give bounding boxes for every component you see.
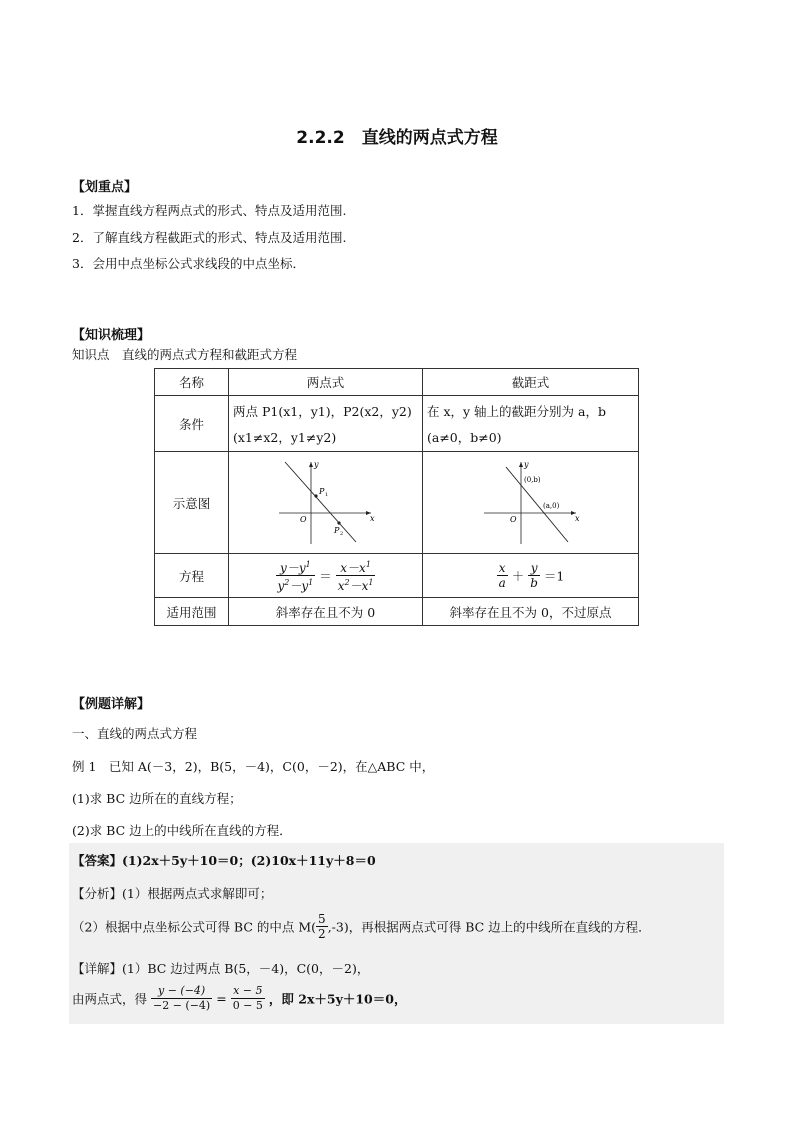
intercept-diagram — [476, 458, 586, 548]
analysis-line2-b: ,-3)，再根据两点式可得 BC 边上的中线所在直线的方程． — [327, 919, 651, 935]
two-point-diagram — [271, 458, 381, 548]
key-points-heading: 【划重点】 — [72, 180, 138, 195]
cond-intercept-line1: 在 x，y 轴上的截距分别为 a，b — [427, 403, 606, 419]
intercept-diagram-cell — [423, 452, 639, 554]
detail-frac1-d: −2 − (−4) — [153, 999, 211, 1012]
cond-two-point — [229, 396, 423, 452]
detail-frac2-d: 0 − 5 — [232, 999, 263, 1012]
examples-heading: 【例题详解】 — [72, 697, 151, 712]
detail-frac2-n: x − 5 — [231, 984, 265, 999]
origin-label: O — [509, 514, 517, 524]
table-header: 名称 — [155, 369, 229, 396]
row-label: 条件 — [155, 396, 229, 452]
detail-line2-b: ，即 2x＋5y＋10＝0， — [268, 991, 407, 1007]
row-label: 示意图 — [155, 452, 229, 554]
key-point-item: 1．掌握直线方程两点式的形式、特点及适用范围. — [72, 203, 347, 218]
two-point-diagram-cell — [229, 452, 423, 554]
eq-intercept: $\frac{x}{a}$ ＋ $\frac{y}{b}$ ＝1 — [423, 554, 639, 598]
question1: (1)求 BC 边所在的直线方程； — [72, 791, 242, 806]
analysis-line2-a: （2）根据中点坐标公式可得 BC 的中点 M( — [72, 919, 317, 935]
b-intercept-label: (0,b) — [523, 475, 541, 484]
analysis-line2 — [72, 912, 651, 941]
scope-two-point: 斜率存在且不为 0 — [229, 598, 423, 626]
example1-text: 例 1 已知 A(－3，2)，B(5，－4)，C(0，－2)，在△ABC 中， — [72, 759, 435, 774]
detail-eq-sign: = — [216, 991, 227, 1006]
table-header: 两点式 — [229, 369, 423, 396]
p2-label: P — [333, 525, 339, 535]
eq-left-fraction: $\frac{y-y^1}{y^2-y^1}$ — [277, 560, 314, 593]
cond-intercept-line2: (a≠0，b≠0) — [427, 429, 502, 445]
knowledge-heading: 【知识梳理】 — [72, 328, 151, 343]
table-header: 截距式 — [423, 369, 639, 396]
knowledge-subheading: 知识点 直线的两点式方程和截距式方程 — [72, 347, 298, 362]
axis-x-label: x — [369, 513, 375, 523]
knowledge-table — [154, 368, 639, 626]
cond-intercept — [423, 396, 639, 452]
scope-intercept: 斜率存在且不为 0，不过原点 — [423, 598, 639, 626]
detail-line2-a: 由两点式，得 — [72, 991, 148, 1007]
row-label: 适用范围 — [155, 598, 229, 626]
answer-line: 【答案】(1)2x＋5y＋10＝0；(2)10x＋11y＋8＝0 — [72, 853, 376, 868]
row-label: 方程 — [155, 554, 229, 598]
page-title: 2.2.2 直线的两点式方程 — [296, 128, 498, 148]
eq-right-fraction: $\frac{x-x^1}{x^2-x^1}$ — [337, 560, 374, 593]
section1-heading: 一、直线的两点式方程 — [72, 726, 198, 741]
detail-frac1-n: y − (−4) — [151, 984, 212, 999]
detail-line1: 【详解】(1）BC 边过两点 B(5，－4)，C(0，－2)， — [72, 961, 370, 976]
cond-two-point-line2: (x1≠x2，y1≠y2) — [233, 429, 337, 445]
cond-two-point-line1: 两点 P1(x1，y1)，P2(x2，y2) — [233, 403, 412, 419]
axis-y-label: y — [523, 459, 529, 469]
key-point-item: 2．了解直线方程截距式的形式、特点及适用范围. — [72, 230, 347, 245]
p1-sub-label: 1 — [324, 491, 328, 498]
midpoint-frac-n: 5 — [318, 912, 326, 926]
p2-sub-label: 2 — [339, 530, 343, 537]
p1-label: P — [318, 486, 324, 496]
question2: (2)求 BC 边上的中线所在直线的方程． — [72, 823, 292, 838]
detail-line2 — [72, 984, 406, 1013]
key-point-item: 3．会用中点坐标公式求线段的中点坐标． — [72, 256, 305, 271]
a-intercept-label: (a,0) — [542, 501, 559, 510]
midpoint-frac-d: 2 — [318, 927, 326, 941]
axis-y-label: y — [313, 459, 319, 469]
analysis-line1: 【分析】(1）根据两点式求解即可； — [72, 886, 273, 901]
origin-label: O — [299, 514, 307, 524]
eq-two-point: $\frac{y-y^1}{y^2-y^1}$ ＝ $\frac{x-x^1}{x^2-x^1}$ — [229, 554, 423, 598]
axis-x-label: x — [574, 513, 580, 523]
